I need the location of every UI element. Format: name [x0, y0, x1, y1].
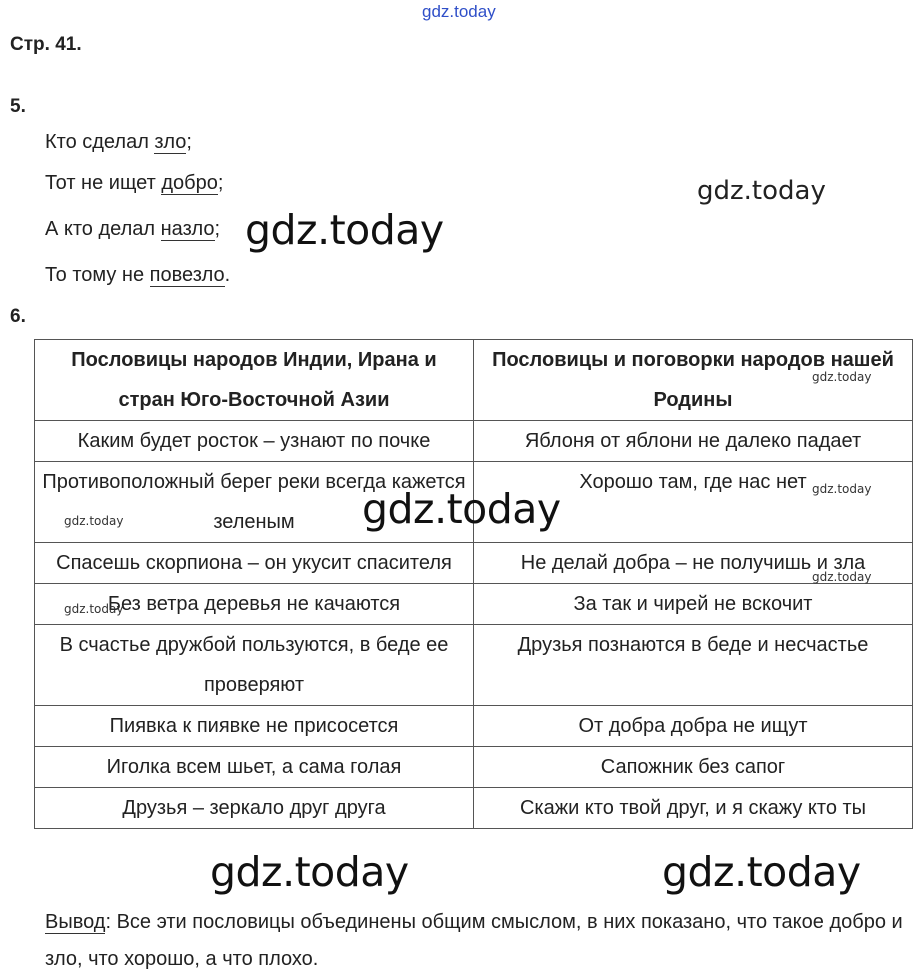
poem-line-3: А кто делал назло;	[45, 218, 221, 240]
table-row	[35, 584, 913, 625]
watermark: gdz.today	[812, 370, 872, 384]
watermark: gdz.today	[362, 485, 561, 533]
poem-underlined-word: зло	[154, 131, 187, 153]
watermark: gdz.today	[662, 848, 861, 896]
poem-line-1: Кто сделал зло;	[45, 131, 192, 153]
watermark: gdz.today	[64, 514, 124, 528]
table-cell: Спасешь скорпиона – он укусит спасителя	[35, 543, 474, 584]
conclusion-paragraph	[45, 904, 905, 978]
poem-line-2: Тот не ищет добро;	[45, 172, 224, 194]
watermark: gdz.today	[245, 206, 444, 254]
table-cell: За так и чирей не вскочит	[474, 584, 913, 625]
table-cell: Не делай добра – не получишь и зла	[474, 543, 913, 584]
table-cell: От добра добра не ищут	[474, 706, 913, 747]
proverbs-table	[34, 339, 913, 829]
table-cell: Пиявка к пиявке не присосется	[35, 706, 474, 747]
conclusion-text: : Все эти пословицы объединены общим смыслом, в них показано, что такое добро и зло, что хорошо, а что плохо.	[45, 911, 903, 970]
table-cell: Сапожник без сапог	[474, 747, 913, 788]
poem-underlined-word: повезло	[149, 264, 225, 286]
poem-underlined-word: назло	[160, 218, 215, 240]
table-cell: Иголка всем шьет, а сама голая	[35, 747, 474, 788]
table-row	[35, 625, 913, 706]
table-cell: В счастье дружбой пользуются, в беде ее проверяют	[35, 625, 474, 706]
watermark: gdz.today	[812, 570, 872, 584]
table-cell: Каким будет росток – узнают по почке	[35, 421, 474, 462]
watermark: gdz.today	[64, 602, 124, 616]
table-row	[35, 706, 913, 747]
watermark: gdz.today	[210, 848, 409, 896]
table-row	[35, 788, 913, 829]
table-cell: Друзья познаются в беде и несчастье	[474, 625, 913, 706]
table-cell: Скажи кто твой друг, и я скажу кто ты	[474, 788, 913, 829]
watermark-top: gdz.today	[422, 2, 496, 21]
watermark: gdz.today	[697, 176, 826, 206]
table-row	[35, 543, 913, 584]
table-cell: Яблоня от яблони не далеко падает	[474, 421, 913, 462]
page-title: Стр. 41.	[10, 34, 82, 55]
column-header: Пословицы и поговорки народов нашей Родины	[474, 340, 913, 421]
task-6-number: 6.	[10, 306, 26, 327]
poem-line-4: То тому не повезло.	[45, 264, 231, 286]
column-header: Пословицы народов Индии, Ирана и стран Юго-Восточной Азии	[35, 340, 474, 421]
conclusion-label: Вывод	[45, 911, 106, 933]
table-cell: Противоположный берег реки всегда кажется зеленым	[35, 462, 474, 543]
watermark: gdz.today	[812, 482, 872, 496]
table-cell: Без ветра деревья не качаются	[35, 584, 474, 625]
table-header-row	[35, 340, 913, 421]
table-row	[35, 747, 913, 788]
table-cell: Друзья – зеркало друг друга	[35, 788, 474, 829]
table-cell: Хорошо там, где нас нет	[474, 462, 913, 543]
task-5-number: 5.	[10, 96, 26, 117]
table-row	[35, 421, 913, 462]
poem-underlined-word: добро	[161, 172, 218, 194]
